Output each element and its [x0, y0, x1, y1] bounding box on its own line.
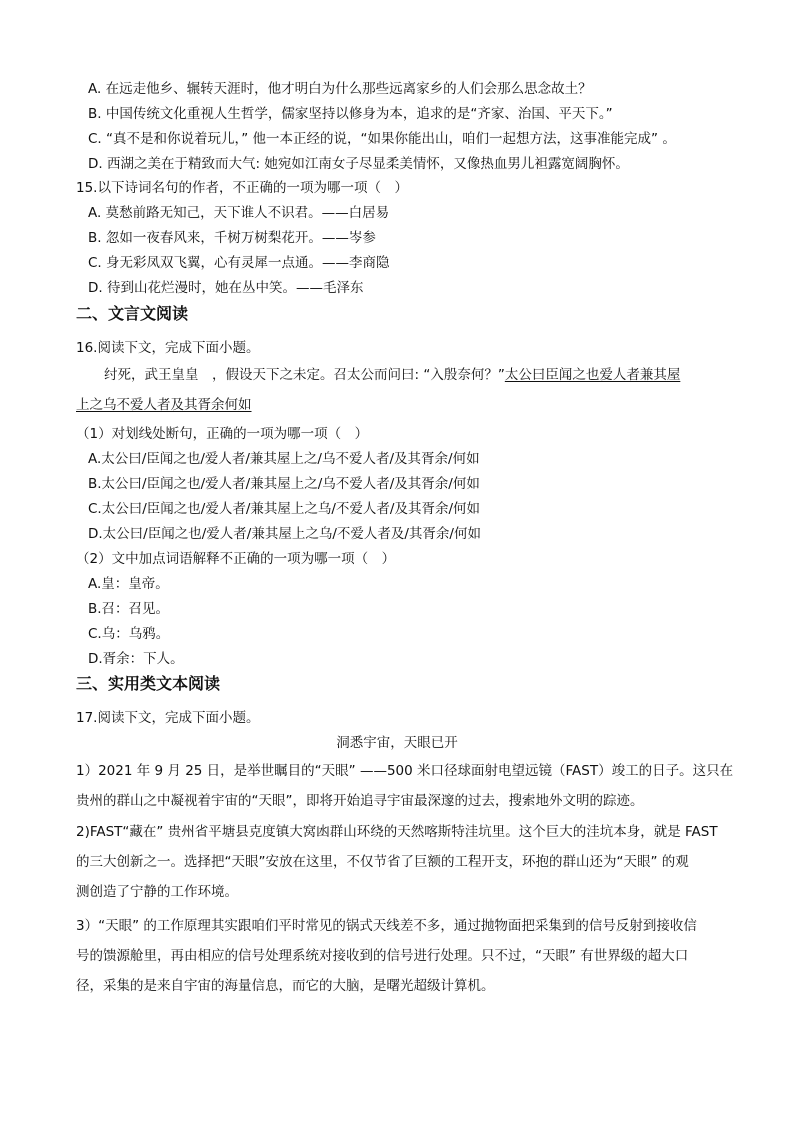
q15-option-c: C. 身无彩凤双飞翼，心有灵犀一点通。——李商隐: [88, 255, 390, 271]
classical-passage-line-1: [104, 365, 680, 385]
passage-underlined-text-1: 太公曰臣闻之也爱人者兼其屋: [504, 367, 681, 383]
q16-sub1-option-a: A.太公曰/臣闻之也/爱人者/兼其屋上之/乌不爱人者/及其胥余/何如: [88, 451, 480, 467]
q16-sub2-stem: （2）文中加点词语解释不正确的一项为哪一项（ ）: [76, 551, 396, 567]
q17-intro: 17.阅读下文，完成下面小题。: [76, 710, 260, 726]
q16-sub2-option-d: D.胥余：下人。: [88, 651, 184, 667]
section-heading-classical: 二、文言文阅读: [76, 304, 189, 323]
q16-sub2-option-b: B.召：召见。: [88, 601, 170, 617]
section-heading-practical: 三、实用类文本阅读: [76, 674, 221, 693]
classical-passage-line-2: [76, 395, 252, 415]
article-line-3: 2)FAST“藏在” 贵州省平塘县克度镇大窝凼群山环绕的天然喀斯特洼坑里。这个巨大的洼坑本身，就是 FAST: [76, 824, 718, 840]
q16-sub1-option-b: B.太公曰/臣闻之也/爱人者/兼其屋上之/乌不爱人者/及其胥余/何如: [88, 476, 480, 492]
q15-option-a: A. 莫愁前路无知己，天下谁人不识君。——白居易: [88, 205, 390, 221]
q16-sub1-stem: （1）对划线处断句，正确的一项为哪一项（ ）: [76, 426, 369, 442]
article-line-5: 测创造了宁静的工作环境。: [76, 884, 238, 900]
q14-option-a: A. 在远走他乡、辗转天涯时，他才明白为什么那些远离家乡的人们会那么思念故土？: [88, 81, 592, 97]
q14-option-b: B. 中国传统文化重视人生哲学，儒家坚持以修身为本，追求的是“齐家、治国、平天下。”: [88, 106, 613, 122]
q14-option-c: C. “真不是和你说着玩儿，” 他一本正经的说，“如果你能出山，咱们一起想方法，这事准能完成” 。: [88, 131, 676, 147]
article-title: 洞悉宇宙，天眼已开: [336, 735, 458, 751]
q16-intro: 16.阅读下文，完成下面小题。: [76, 340, 260, 356]
article-line-6: 3）“天眼” 的工作原理其实跟咱们平时常见的锅式天线差不多，通过抛物面把采集到的信号反射到接收信: [76, 918, 697, 934]
q15-stem: 15.以下诗词名句的作者，不正确的一项为哪一项（ ）: [76, 180, 408, 196]
q16-sub1-option-c: C.太公曰/臣闻之也/爱人者/兼其屋上之乌/不爱人者/及其胥余/何如: [88, 501, 481, 517]
q16-sub2-option-c: C.乌：乌鸦。: [88, 626, 170, 642]
q15-option-b: B. 忽如一夜春风来，千树万树梨花开。——岑参: [88, 230, 376, 246]
article-line-4: 的三大创新之一。选择把“天眼”安放在这里，不仅节省了巨额的工程开支，环抱的群山还为“天眼” 的观: [76, 854, 689, 870]
article-line-1: 1）2021 年 9 月 25 日，是举世瞩目的“天眼” ——500 米口径球面射电望远镜（FAST）竣工的日子。这只在: [76, 763, 734, 779]
q16-sub1-option-d: D.太公曰/臣闻之也/爱人者/兼其屋上之乌/不爱人者及/其胥余/何如: [88, 526, 481, 542]
passage-underlined-text-2: 上之乌不爱人者及其胥余何如: [76, 397, 252, 413]
q16-sub2-option-a: A.皇：皇帝。: [88, 576, 169, 592]
article-line-7: 号的馈源舱里，再由相应的信号处理系统对接收到的信号进行处理。只不过，“天眼” 有世界级的超大口: [76, 948, 689, 964]
q14-option-d: D. 西湖之美在于精致而大气: 她宛如江南女子尽显柔美情怀，又像热血男儿袒露宽阔胸怀。: [88, 156, 629, 172]
q15-option-d: D. 待到山花烂漫时，她在丛中笑。——毛泽东: [88, 280, 364, 296]
article-line-2: 贵州的群山之中凝视着宇宙的“天眼”，即将开始追寻宇宙最深邃的过去，搜索地外文明的踪迹。: [76, 793, 644, 809]
passage-plain-text: 纣死，武王皇皇 ，假设天下之未定。召太公而问曰: “入殷奈何？”: [104, 367, 505, 383]
article-line-8: 径，采集的是来自宇宙的海量信息，而它的大脑，是曙光超级计算机。: [76, 978, 495, 994]
